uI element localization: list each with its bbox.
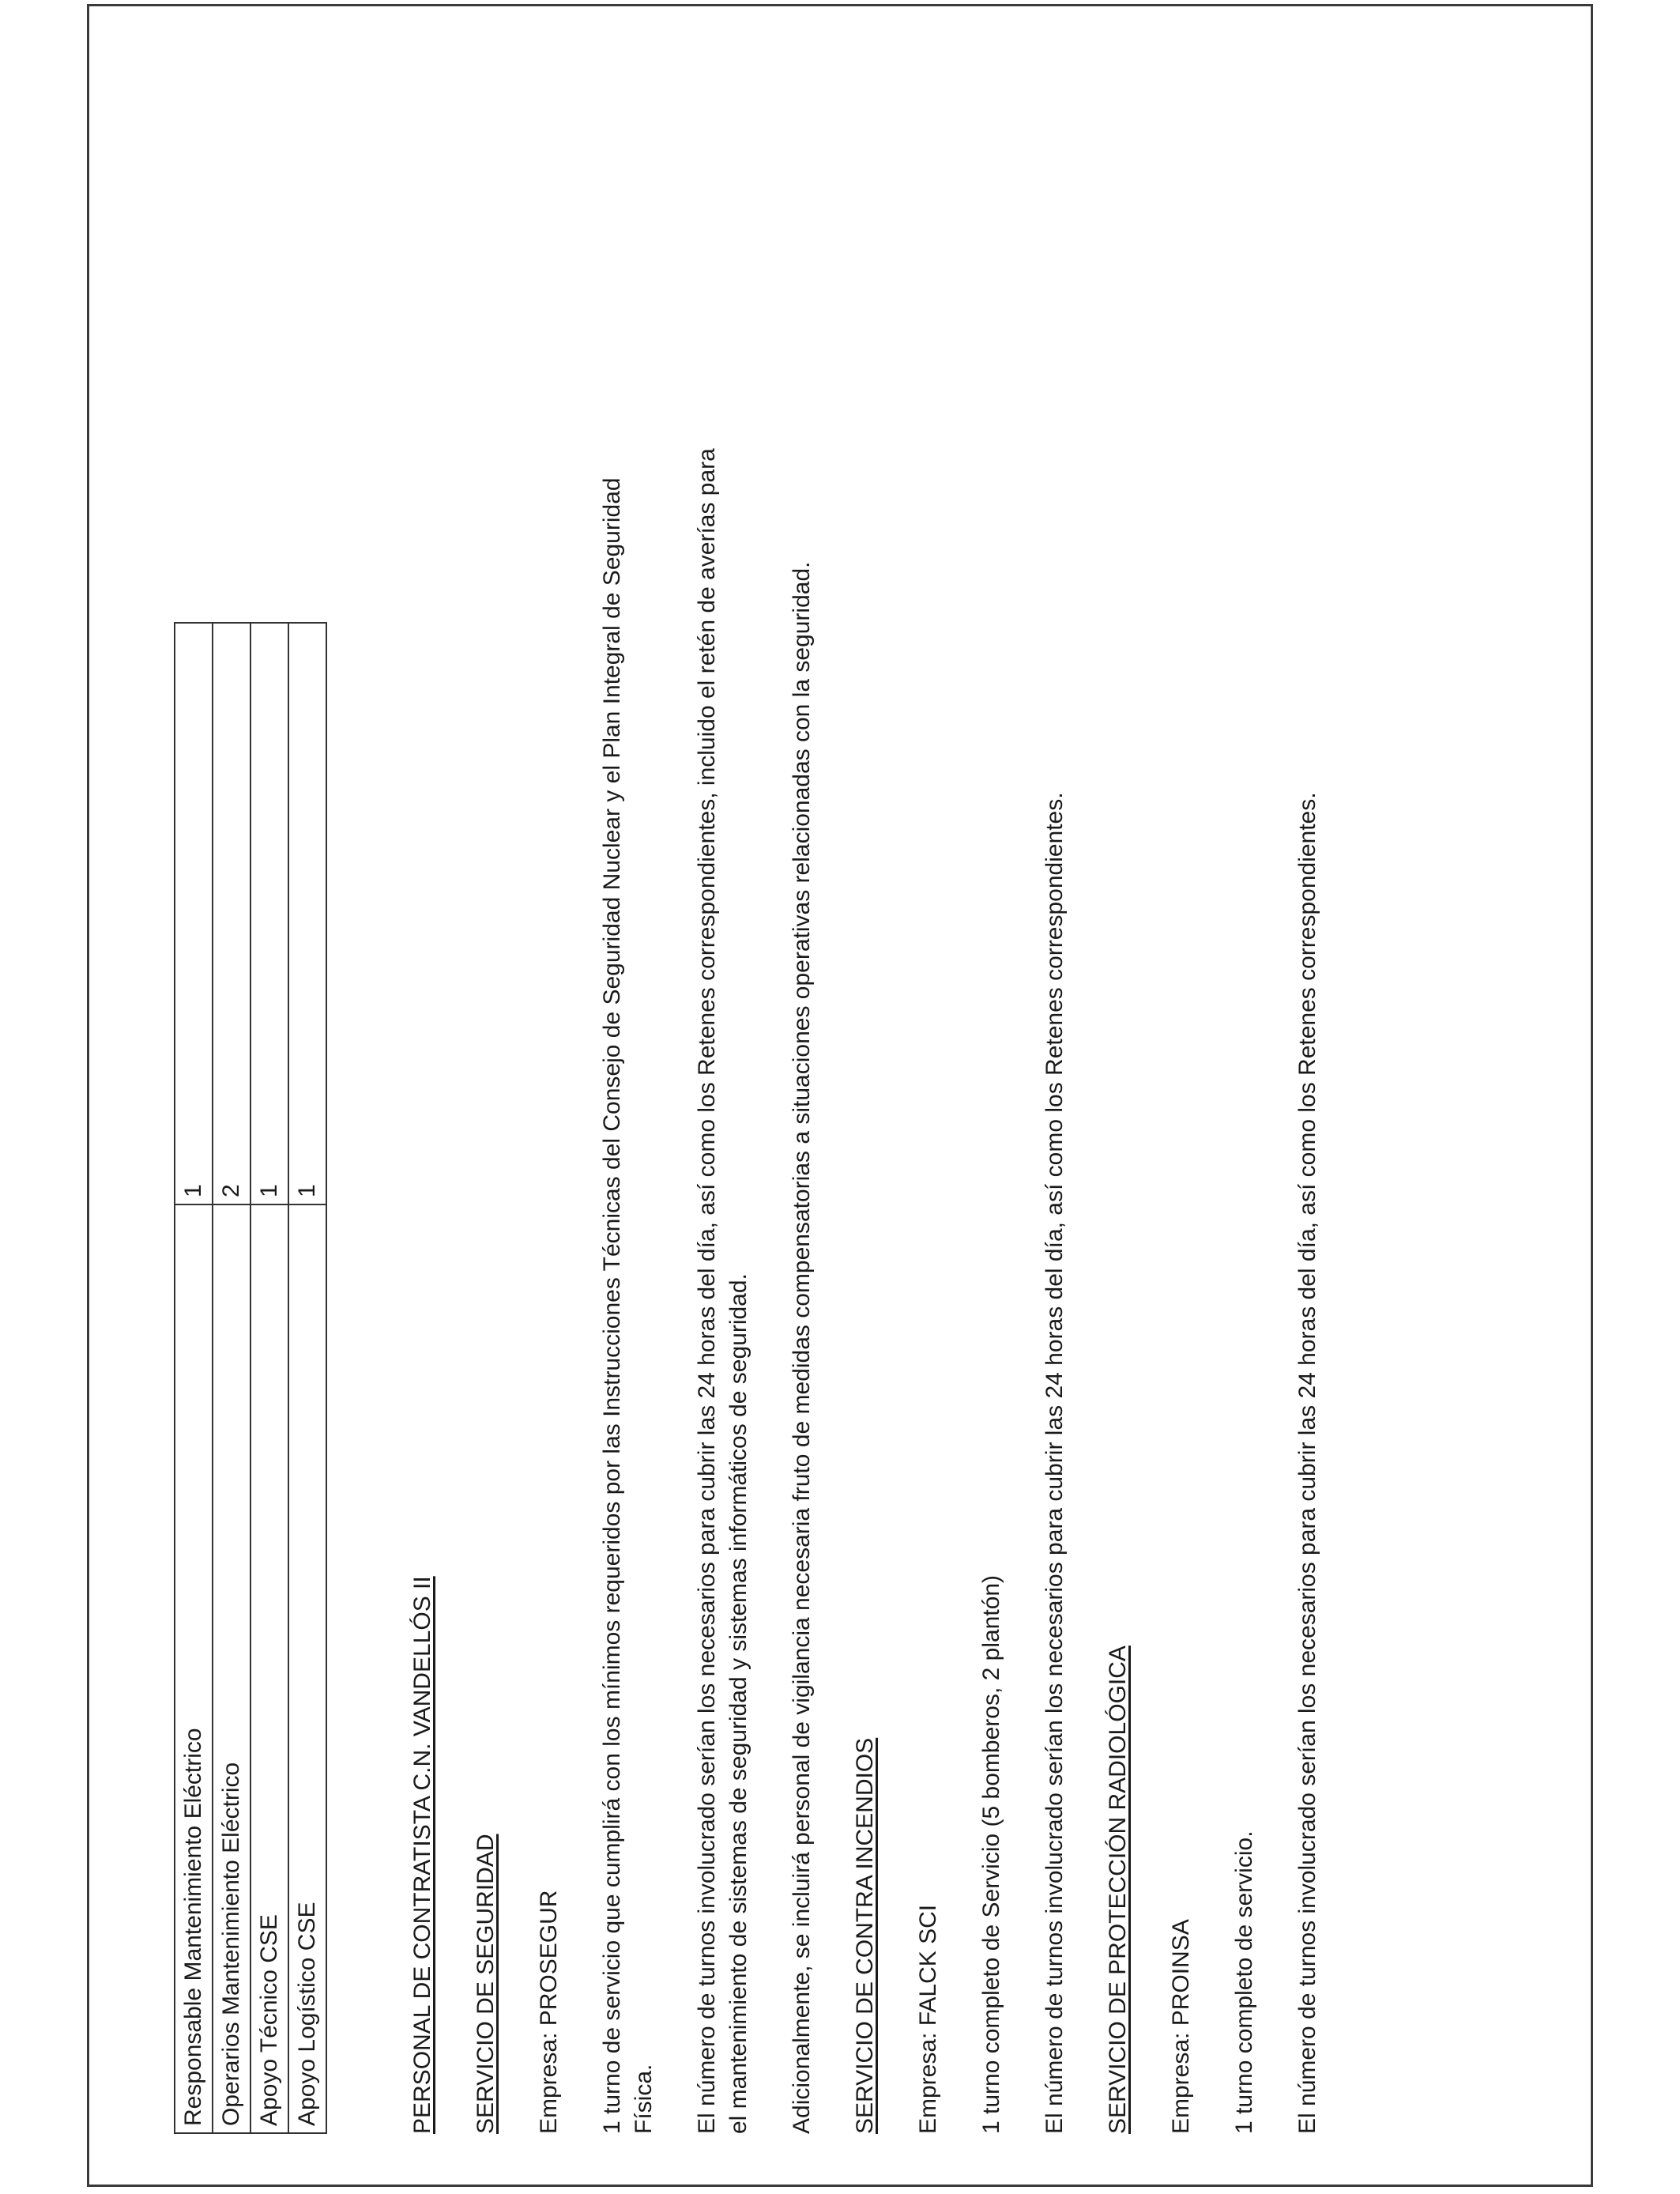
- radiologica-empresa: Empresa: PROINSA: [1168, 1919, 1194, 2134]
- table-cell-value: 1: [250, 623, 288, 1204]
- radiologica-paragraph-2: El número de turnos involucrado serían los necesarios para cubrir las 24 horas del día, así como los Retenes correspondientes.: [1294, 792, 1320, 2134]
- table-row: [213, 623, 250, 2133]
- seguridad-paragraph-3: Adicionalmente, se incluirá personal de vigilancia necesaria fruto de medidas compensatorias a situaciones operativas relacionadas con la seguridad.: [789, 561, 815, 2134]
- rotated-page-content: [174, 79, 1565, 2134]
- seguridad-heading: SERVICIO DE SEGURIDAD: [473, 1834, 499, 2134]
- table-cell-value: 2: [213, 623, 250, 1204]
- seguridad-paragraph-1-line-2: Física.: [631, 2064, 657, 2134]
- incendios-paragraph-2: El número de turnos involucrado serían los necesarios para cubrir las 24 horas del día, así como los Retenes correspondientes.: [1042, 792, 1068, 2134]
- seguridad-paragraph-2-line-2: el mantenimiento de sistemas de seguridad y sistemas informáticos de seguridad.: [725, 1273, 751, 2134]
- table-cell-label: Operarios Mantenimiento Eléctrico: [213, 1204, 250, 2133]
- table-cell-value: 1: [175, 623, 213, 1204]
- table-cell-label: Responsable Mantenimiento Eléctrico: [175, 1204, 213, 2133]
- staff-table: [174, 622, 327, 2134]
- contratista-title: PERSONAL DE CONTRATISTA C.N. VANDELLÓS II: [409, 1576, 435, 2134]
- table-row: [288, 623, 326, 2133]
- table-cell-label: Apoyo Técnico CSE: [250, 1204, 288, 2133]
- incendios-paragraph-1: 1 turno completo de Servicio (5 bomberos, 2 plantón): [978, 1574, 1004, 2134]
- seguridad-empresa: Empresa: PROSEGUR: [536, 1890, 562, 2134]
- seguridad-paragraph-2-line-1: El número de turnos involucrado serían los necesarios para cubrir las 24 horas del día, así como los Retenes correspondientes, incluido el retén de averías para: [694, 448, 720, 2134]
- incendios-heading: SERVICIO DE CONTRA INCENDIOS: [852, 1737, 878, 2134]
- radiologica-heading: SERVICIO DE PROTECCIÓN RADIOLÓGICA: [1105, 1646, 1131, 2134]
- seguridad-paragraph-1-line-1: 1 turno de servicio que cumplirá con los mínimos requeridos por las Instrucciones Técnicas del Consejo de Seguridad Nuclear y el Plan Integral de Seguridad: [599, 477, 625, 2134]
- incendios-empresa: Empresa: FALCK SCI: [915, 1904, 941, 2134]
- table-row: [250, 623, 288, 2133]
- table-cell-value: 1: [288, 623, 326, 1204]
- table-cell-label: Apoyo Logístico CSE: [288, 1204, 326, 2133]
- table-row: [175, 623, 213, 2133]
- radiologica-paragraph-1: 1 turno completo de servicio.: [1231, 1830, 1257, 2134]
